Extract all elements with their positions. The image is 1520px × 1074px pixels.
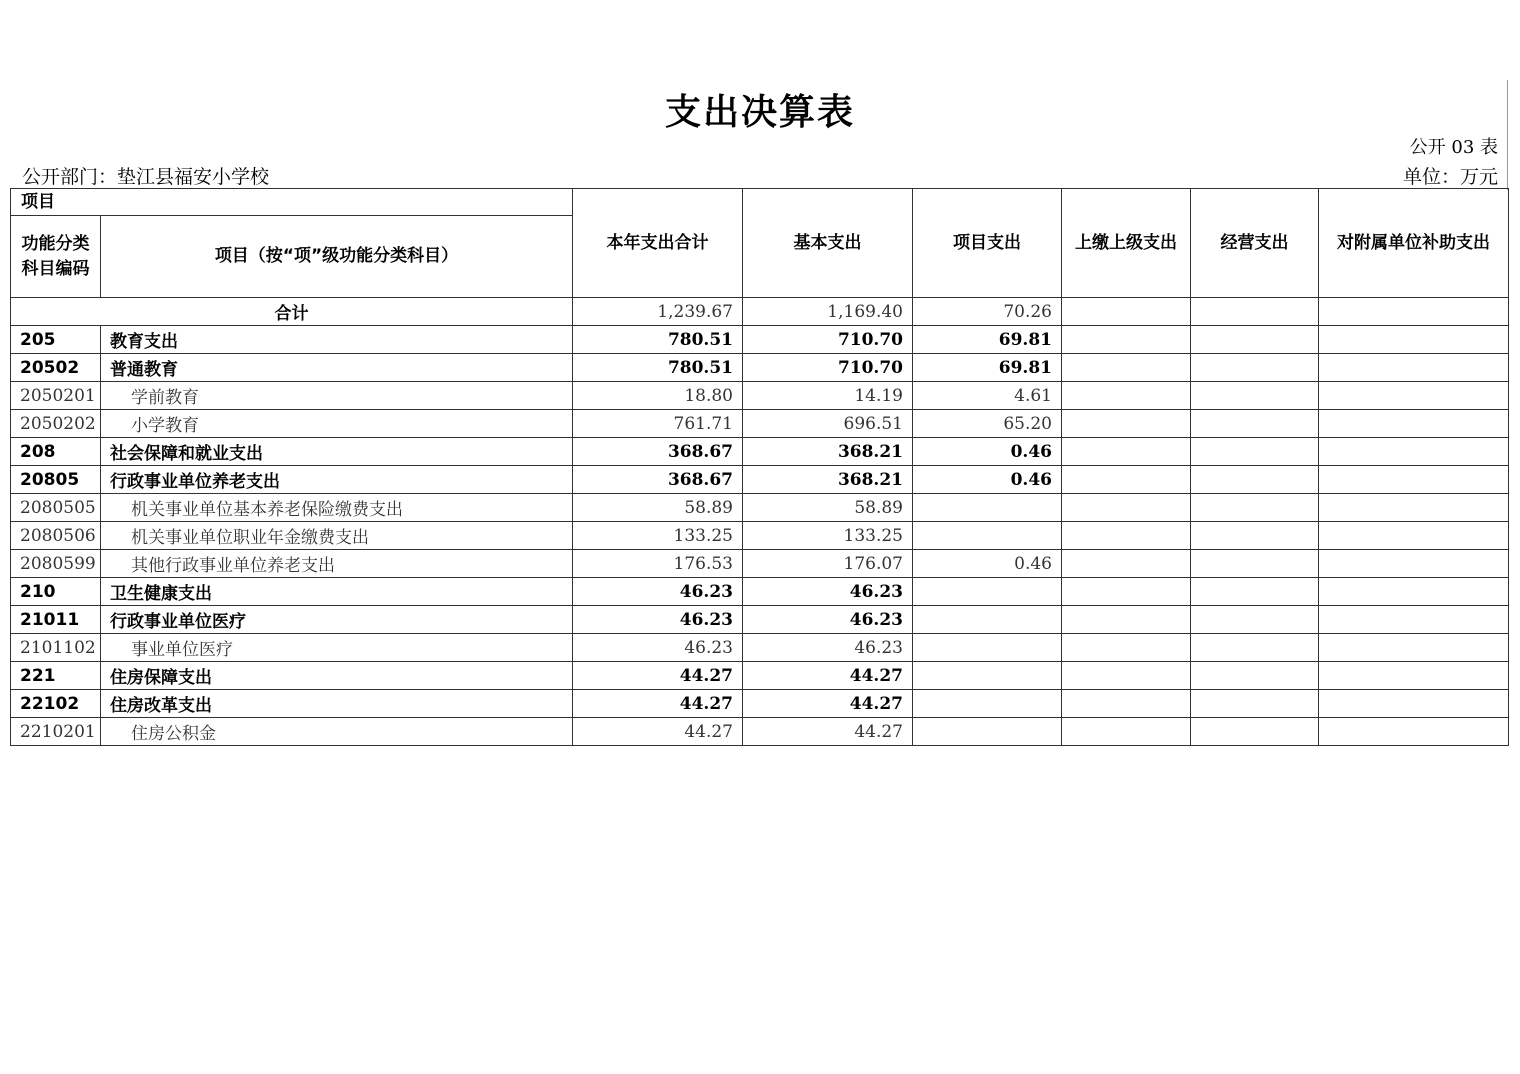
row-upper	[1062, 634, 1191, 662]
row-project: 0.46	[913, 550, 1062, 578]
row-code: 2050201	[11, 382, 101, 410]
page-title: 支出决算表	[664, 92, 855, 133]
header-code: 功能分类科目编码	[11, 216, 101, 298]
header-upper: 上缴上级支出	[1062, 189, 1191, 298]
row-subsidy	[1319, 382, 1509, 410]
row-total: 368.67	[573, 438, 743, 466]
table-row	[11, 718, 1509, 746]
row-total: 133.25	[573, 522, 743, 550]
row-business	[1191, 718, 1319, 746]
row-project: 69.81	[913, 354, 1062, 382]
row-business	[1191, 354, 1319, 382]
row-business	[1191, 466, 1319, 494]
row-upper	[1062, 410, 1191, 438]
total-row	[11, 298, 1509, 326]
row-name: 住房公积金	[101, 718, 573, 746]
row-business	[1191, 662, 1319, 690]
row-basic: 14.19	[743, 382, 913, 410]
table-row	[11, 662, 1509, 690]
table-row	[11, 522, 1509, 550]
row-code: 20805	[11, 466, 101, 494]
total-subsidy	[1319, 298, 1509, 326]
row-basic: 44.27	[743, 718, 913, 746]
row-name: 行政事业单位医疗	[101, 606, 573, 634]
row-business	[1191, 382, 1319, 410]
row-code: 2080506	[11, 522, 101, 550]
row-name: 行政事业单位养老支出	[101, 466, 573, 494]
row-code: 20502	[11, 354, 101, 382]
total-basic: 1,169.40	[743, 298, 913, 326]
table-row	[11, 354, 1509, 382]
row-upper	[1062, 466, 1191, 494]
header-subsidy: 对附属单位补助支出	[1319, 189, 1509, 298]
table-row	[11, 438, 1509, 466]
header-total: 本年支出合计	[573, 189, 743, 298]
unit-label: 单位：	[1402, 166, 1460, 188]
row-subsidy	[1319, 718, 1509, 746]
row-project	[913, 690, 1062, 718]
row-basic: 46.23	[743, 606, 913, 634]
row-upper	[1062, 354, 1191, 382]
row-subsidy	[1319, 606, 1509, 634]
unit-value: 万元	[1459, 166, 1498, 188]
row-total: 18.80	[573, 382, 743, 410]
table-row	[11, 382, 1509, 410]
row-code: 210	[11, 578, 101, 606]
row-project: 0.46	[913, 438, 1062, 466]
row-basic: 368.21	[743, 438, 913, 466]
header-name: 项目（按“项”级功能分类科目）	[101, 216, 573, 298]
header-business: 经营支出	[1191, 189, 1319, 298]
row-subsidy	[1319, 494, 1509, 522]
row-project: 69.81	[913, 326, 1062, 354]
expenditure-table	[10, 188, 1509, 746]
row-subsidy	[1319, 466, 1509, 494]
table-row	[11, 466, 1509, 494]
row-total: 44.27	[573, 662, 743, 690]
row-business	[1191, 326, 1319, 354]
row-total: 780.51	[573, 326, 743, 354]
row-project	[913, 662, 1062, 690]
row-code: 2101102	[11, 634, 101, 662]
row-project	[913, 578, 1062, 606]
row-basic: 710.70	[743, 354, 913, 382]
row-business	[1191, 438, 1319, 466]
row-project	[913, 494, 1062, 522]
row-total: 44.27	[573, 718, 743, 746]
row-subsidy	[1319, 438, 1509, 466]
row-basic: 46.23	[743, 634, 913, 662]
form-number: 公开 03 表	[1409, 137, 1498, 158]
row-name: 机关事业单位基本养老保险缴费支出	[101, 494, 573, 522]
row-basic: 368.21	[743, 466, 913, 494]
row-total: 761.71	[573, 410, 743, 438]
row-basic: 176.07	[743, 550, 913, 578]
row-basic: 44.27	[743, 690, 913, 718]
row-total: 46.23	[573, 578, 743, 606]
row-subsidy	[1319, 550, 1509, 578]
row-project	[913, 634, 1062, 662]
row-basic: 710.70	[743, 326, 913, 354]
row-total: 46.23	[573, 606, 743, 634]
header-project-expense: 项目支出	[913, 189, 1062, 298]
row-name: 住房保障支出	[101, 662, 573, 690]
total-label: 合计	[11, 298, 573, 326]
row-business	[1191, 606, 1319, 634]
row-project	[913, 522, 1062, 550]
header-basic: 基本支出	[743, 189, 913, 298]
row-subsidy	[1319, 662, 1509, 690]
row-code: 2050202	[11, 410, 101, 438]
row-code: 208	[11, 438, 101, 466]
row-name: 其他行政事业单位养老支出	[101, 550, 573, 578]
row-code: 2210201	[11, 718, 101, 746]
row-upper	[1062, 718, 1191, 746]
row-basic: 133.25	[743, 522, 913, 550]
table-row	[11, 410, 1509, 438]
row-basic: 44.27	[743, 662, 913, 690]
total-business	[1191, 298, 1319, 326]
row-upper	[1062, 382, 1191, 410]
row-subsidy	[1319, 522, 1509, 550]
row-upper	[1062, 662, 1191, 690]
total-project: 70.26	[913, 298, 1062, 326]
row-code: 22102	[11, 690, 101, 718]
table-row	[11, 634, 1509, 662]
header-project: 项目	[11, 189, 573, 216]
table-row	[11, 690, 1509, 718]
row-upper	[1062, 550, 1191, 578]
row-project: 4.61	[913, 382, 1062, 410]
row-business	[1191, 494, 1319, 522]
row-business	[1191, 522, 1319, 550]
row-name: 机关事业单位职业年金缴费支出	[101, 522, 573, 550]
row-basic: 696.51	[743, 410, 913, 438]
row-business	[1191, 634, 1319, 662]
row-basic: 46.23	[743, 578, 913, 606]
row-name: 普通教育	[101, 354, 573, 382]
row-total: 176.53	[573, 550, 743, 578]
row-business	[1191, 410, 1319, 438]
table-row	[11, 578, 1509, 606]
row-name: 小学教育	[101, 410, 573, 438]
department-value: 垫江县福安小学校	[117, 166, 270, 188]
row-code: 221	[11, 662, 101, 690]
row-business	[1191, 578, 1319, 606]
row-upper	[1062, 690, 1191, 718]
table-row	[11, 550, 1509, 578]
department-line	[22, 162, 269, 189]
row-basic: 58.89	[743, 494, 913, 522]
row-project	[913, 606, 1062, 634]
row-code: 2080505	[11, 494, 101, 522]
row-upper	[1062, 438, 1191, 466]
row-project: 65.20	[913, 410, 1062, 438]
total-amount: 1,239.67	[573, 298, 743, 326]
row-upper	[1062, 494, 1191, 522]
row-subsidy	[1319, 326, 1509, 354]
row-total: 46.23	[573, 634, 743, 662]
row-name: 社会保障和就业支出	[101, 438, 573, 466]
total-upper	[1062, 298, 1191, 326]
row-name: 事业单位医疗	[101, 634, 573, 662]
row-total: 58.89	[573, 494, 743, 522]
row-upper	[1062, 578, 1191, 606]
row-code: 2080599	[11, 550, 101, 578]
row-total: 44.27	[573, 690, 743, 718]
table-row	[11, 606, 1509, 634]
row-project: 0.46	[913, 466, 1062, 494]
row-total: 368.67	[573, 466, 743, 494]
row-subsidy	[1319, 690, 1509, 718]
row-subsidy	[1319, 354, 1509, 382]
row-subsidy	[1319, 578, 1509, 606]
table-row	[11, 494, 1509, 522]
row-name: 学前教育	[101, 382, 573, 410]
row-name: 教育支出	[101, 326, 573, 354]
row-code: 21011	[11, 606, 101, 634]
row-subsidy	[1319, 634, 1509, 662]
department-label: 公开部门：	[22, 166, 118, 188]
unit-line	[1403, 162, 1498, 189]
row-name: 卫生健康支出	[101, 578, 573, 606]
row-project	[913, 718, 1062, 746]
row-business	[1191, 550, 1319, 578]
table-row	[11, 326, 1509, 354]
row-subsidy	[1319, 410, 1509, 438]
row-business	[1191, 690, 1319, 718]
row-code: 205	[11, 326, 101, 354]
row-upper	[1062, 326, 1191, 354]
row-upper	[1062, 606, 1191, 634]
row-name: 住房改革支出	[101, 690, 573, 718]
row-upper	[1062, 522, 1191, 550]
row-total: 780.51	[573, 354, 743, 382]
